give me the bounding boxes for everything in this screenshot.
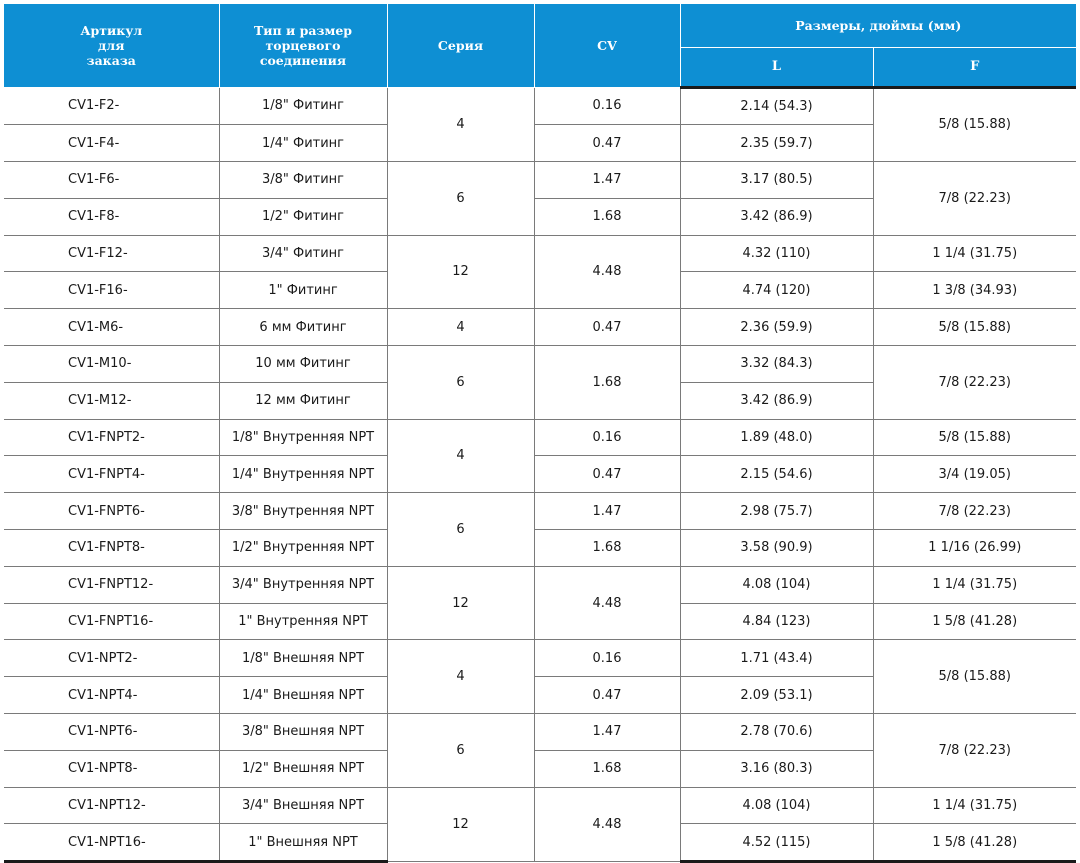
table-row	[4, 346, 1076, 383]
table-row	[4, 640, 1076, 677]
cell-dim-l: 2.98 (75.7)	[680, 493, 873, 530]
cell-connection-type: 1/4" Фитинг	[219, 125, 387, 162]
table-row	[4, 162, 1076, 199]
cell-dim-l: 4.08 (104)	[680, 566, 873, 603]
cell-dim-l: 1.71 (43.4)	[680, 640, 873, 677]
cell-order-code: CV1-NPT6-	[4, 714, 219, 751]
cell-connection-type: 6 мм Фитинг	[219, 309, 387, 346]
cell-cv: 1.47	[534, 714, 680, 751]
cell-order-code: CV1-M10-	[4, 346, 219, 383]
cell-order-code: CV1-FNPT12-	[4, 566, 219, 603]
cell-dim-l: 4.52 (115)	[680, 824, 873, 862]
cell-connection-type: 1/2" Внешняя NPT	[219, 750, 387, 787]
cell-connection-type: 1" Фитинг	[219, 272, 387, 309]
cell-dim-f: 1 1/4 (31.75)	[873, 787, 1076, 824]
cell-order-code: CV1-FNPT8-	[4, 530, 219, 567]
cell-order-code: CV1-FNPT6-	[4, 493, 219, 530]
cell-cv: 0.47	[534, 125, 680, 162]
cell-dim-f: 7/8 (22.23)	[873, 346, 1076, 420]
cell-order-code: CV1-F6-	[4, 162, 219, 199]
header-dim-f: F	[873, 47, 1076, 87]
cell-connection-type: 12 мм Фитинг	[219, 382, 387, 419]
cell-dim-l: 4.32 (110)	[680, 235, 873, 272]
cell-dim-l: 3.42 (86.9)	[680, 382, 873, 419]
cell-dim-l: 2.78 (70.6)	[680, 714, 873, 751]
cell-order-code: CV1-M6-	[4, 309, 219, 346]
cell-dim-f: 5/8 (15.88)	[873, 309, 1076, 346]
cell-series: 6	[387, 493, 534, 567]
cell-order-code: CV1-FNPT2-	[4, 419, 219, 456]
cell-connection-type: 3/4" Фитинг	[219, 235, 387, 272]
cell-dim-f: 5/8 (15.88)	[873, 87, 1076, 162]
header-series: Серия	[387, 4, 534, 87]
cell-dim-f: 7/8 (22.23)	[873, 493, 1076, 530]
cell-series: 6	[387, 346, 534, 420]
cell-order-code: CV1-F4-	[4, 125, 219, 162]
cell-dim-f: 1 1/16 (26.99)	[873, 530, 1076, 567]
cell-dim-f: 1 5/8 (41.28)	[873, 824, 1076, 862]
cell-dim-l: 4.84 (123)	[680, 603, 873, 640]
cell-dim-f: 5/8 (15.88)	[873, 640, 1076, 714]
cell-dim-f: 7/8 (22.23)	[873, 714, 1076, 788]
cell-order-code: CV1-NPT16-	[4, 824, 219, 862]
cell-cv: 1.47	[534, 162, 680, 199]
cell-connection-type: 3/4" Внешняя NPT	[219, 787, 387, 824]
cell-order-code: CV1-NPT8-	[4, 750, 219, 787]
cell-dim-f: 1 3/8 (34.93)	[873, 272, 1076, 309]
cell-dim-l: 2.14 (54.3)	[680, 87, 873, 125]
cell-dim-l: 3.58 (90.9)	[680, 530, 873, 567]
cell-series: 6	[387, 162, 534, 236]
cell-dim-l: 2.09 (53.1)	[680, 677, 873, 714]
header-cv: CV	[534, 4, 680, 87]
cell-connection-type: 1/4" Внешняя NPT	[219, 677, 387, 714]
table-row	[4, 714, 1076, 751]
cell-cv: 0.16	[534, 419, 680, 456]
cell-connection-type: 10 мм Фитинг	[219, 346, 387, 383]
cell-connection-type: 1/2" Фитинг	[219, 198, 387, 235]
cell-dim-l: 3.42 (86.9)	[680, 198, 873, 235]
table-row	[4, 456, 1076, 493]
table-row	[4, 309, 1076, 346]
cell-dim-f: 5/8 (15.88)	[873, 419, 1076, 456]
cell-series: 12	[387, 787, 534, 862]
cell-cv: 1.68	[534, 530, 680, 567]
table-row	[4, 419, 1076, 456]
cell-dim-l: 4.08 (104)	[680, 787, 873, 824]
header-dim-l: L	[680, 47, 873, 87]
cell-cv: 0.47	[534, 309, 680, 346]
cell-connection-type: 1" Внешняя NPT	[219, 824, 387, 862]
table-row	[4, 235, 1076, 272]
cell-connection-type: 3/8" Внутренняя NPT	[219, 493, 387, 530]
cell-dim-l: 3.16 (80.3)	[680, 750, 873, 787]
cell-series: 4	[387, 309, 534, 346]
cell-order-code: CV1-F16-	[4, 272, 219, 309]
spec-table	[4, 4, 1076, 863]
cell-connection-type: 1/8" Фитинг	[219, 87, 387, 125]
cell-cv: 4.48	[534, 566, 680, 640]
cell-dim-f: 3/4 (19.05)	[873, 456, 1076, 493]
header-order-code: Артикул для заказа	[4, 4, 219, 87]
cell-dim-l: 4.74 (120)	[680, 272, 873, 309]
cell-cv: 0.16	[534, 87, 680, 125]
cell-order-code: CV1-NPT12-	[4, 787, 219, 824]
cell-series: 4	[387, 419, 534, 493]
cell-connection-type: 1/8" Внутренняя NPT	[219, 419, 387, 456]
table-row	[4, 566, 1076, 603]
cell-dim-l: 2.15 (54.6)	[680, 456, 873, 493]
cell-order-code: CV1-FNPT4-	[4, 456, 219, 493]
cell-order-code: CV1-F8-	[4, 198, 219, 235]
cell-connection-type: 3/4" Внутренняя NPT	[219, 566, 387, 603]
cell-dim-f: 1 1/4 (31.75)	[873, 566, 1076, 603]
cell-series: 12	[387, 566, 534, 640]
cell-dim-l: 3.17 (80.5)	[680, 162, 873, 199]
cell-cv: 1.68	[534, 198, 680, 235]
cell-dim-f: 1 1/4 (31.75)	[873, 235, 1076, 272]
cell-order-code: CV1-F12-	[4, 235, 219, 272]
cell-connection-type: 3/8" Фитинг	[219, 162, 387, 199]
cell-cv: 0.47	[534, 456, 680, 493]
cell-cv: 4.48	[534, 235, 680, 309]
cell-cv: 1.68	[534, 346, 680, 420]
cell-cv: 4.48	[534, 787, 680, 862]
cell-connection-type: 1/4" Внутренняя NPT	[219, 456, 387, 493]
header-connection-type: Тип и размер торцевого соединения	[219, 4, 387, 87]
cell-dim-l: 2.35 (59.7)	[680, 125, 873, 162]
cell-cv: 0.47	[534, 677, 680, 714]
cell-series: 12	[387, 235, 534, 309]
table-row	[4, 87, 1076, 125]
cell-order-code: CV1-FNPT16-	[4, 603, 219, 640]
header-dimensions: Размеры, дюймы (мм)	[680, 4, 1076, 47]
cell-cv: 0.16	[534, 640, 680, 677]
cell-order-code: CV1-M12-	[4, 382, 219, 419]
cell-dim-f: 1 5/8 (41.28)	[873, 603, 1076, 640]
table-row	[4, 787, 1076, 824]
table-row	[4, 493, 1076, 530]
cell-series: 4	[387, 640, 534, 714]
table-row	[4, 530, 1076, 567]
cell-connection-type: 1/8" Внешняя NPT	[219, 640, 387, 677]
cell-series: 6	[387, 714, 534, 788]
cell-series: 4	[387, 87, 534, 162]
cell-dim-f: 7/8 (22.23)	[873, 162, 1076, 236]
cell-connection-type: 3/8" Внешняя NPT	[219, 714, 387, 751]
cell-dim-l: 2.36 (59.9)	[680, 309, 873, 346]
cell-order-code: CV1-NPT4-	[4, 677, 219, 714]
table-header	[4, 4, 1076, 87]
cell-dim-l: 3.32 (84.3)	[680, 346, 873, 383]
cell-connection-type: 1" Внутренняя NPT	[219, 603, 387, 640]
cell-dim-l: 1.89 (48.0)	[680, 419, 873, 456]
cell-order-code: CV1-F2-	[4, 87, 219, 125]
cell-cv: 1.68	[534, 750, 680, 787]
cell-connection-type: 1/2" Внутренняя NPT	[219, 530, 387, 567]
table-body	[4, 87, 1076, 862]
cell-order-code: CV1-NPT2-	[4, 640, 219, 677]
cell-cv: 1.47	[534, 493, 680, 530]
